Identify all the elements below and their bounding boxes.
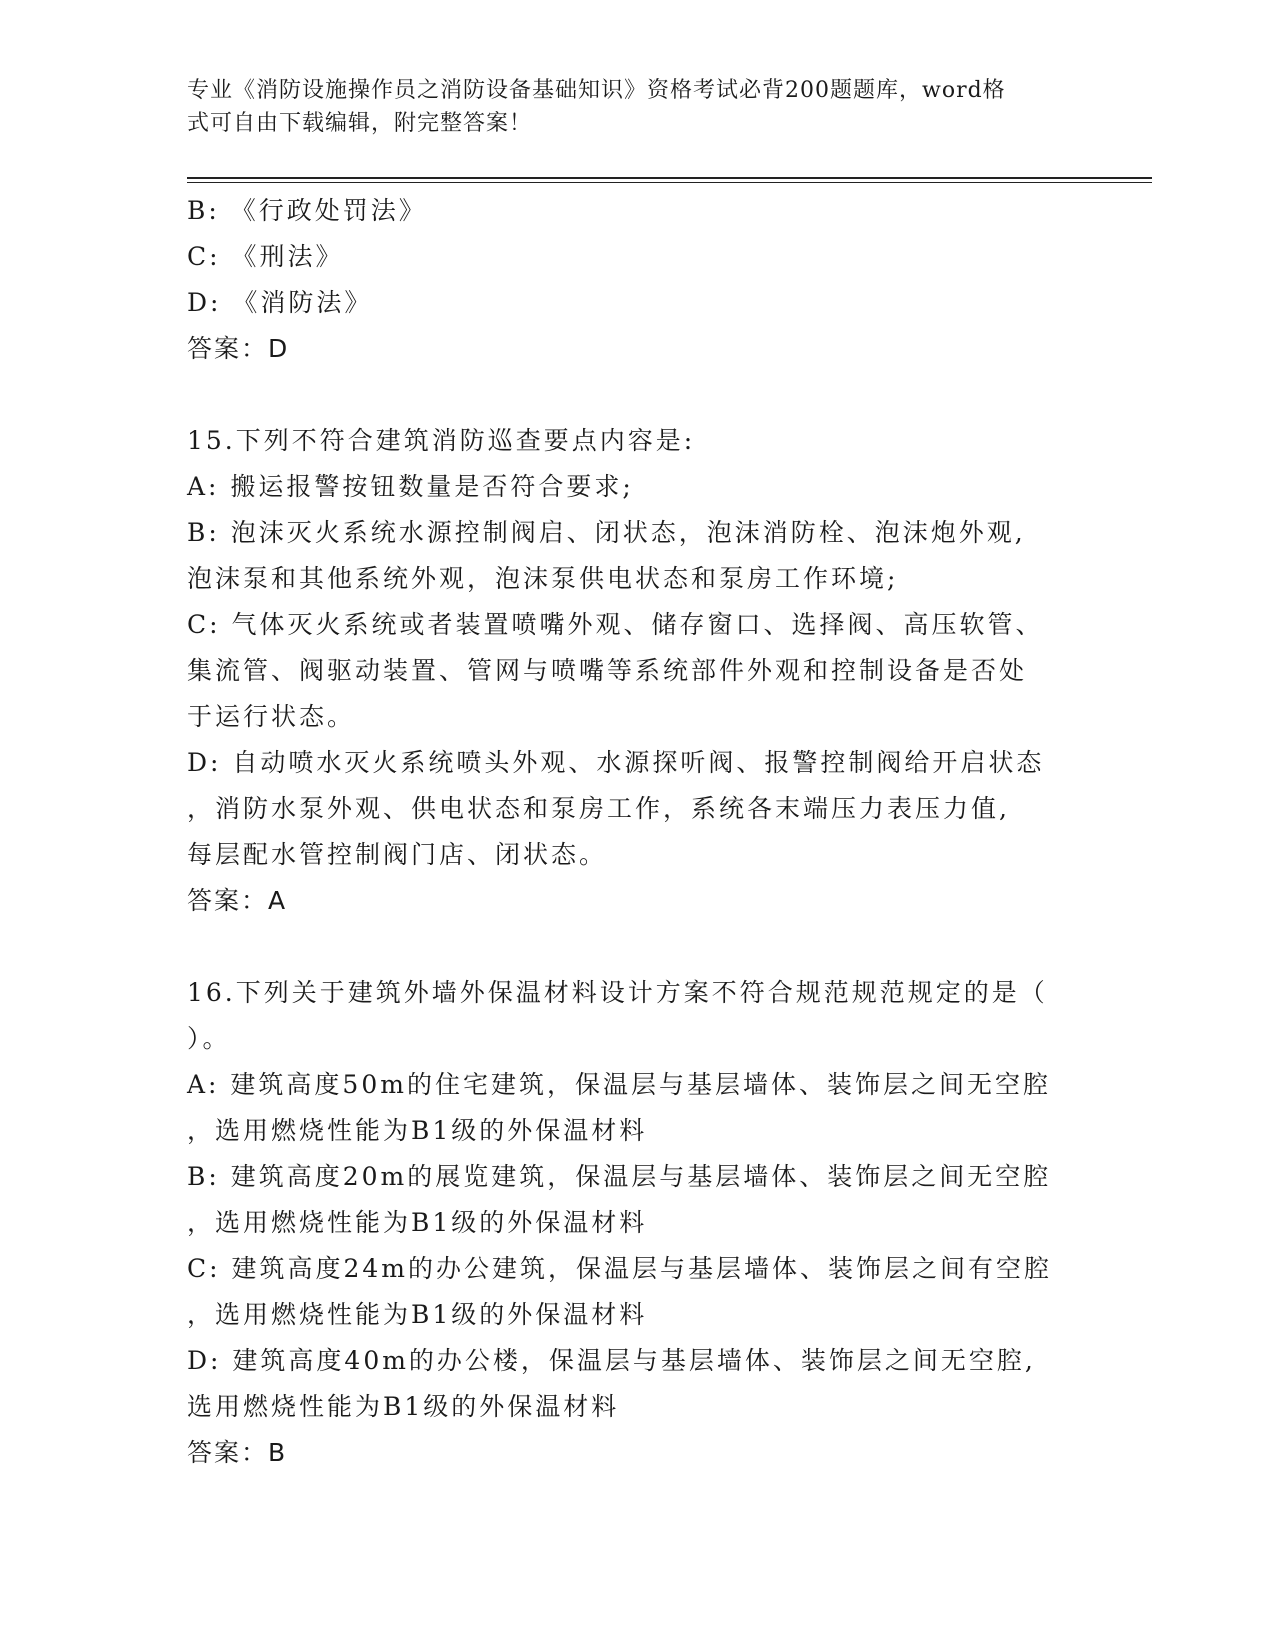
question-14-tail	[187, 188, 1087, 372]
option-b-line-2: ，选用燃烧性能为B1级的外保温材料	[187, 1208, 648, 1237]
question-15	[187, 418, 1087, 924]
answer-line: 答案：A	[187, 886, 288, 915]
question-16	[187, 970, 1087, 1476]
option-d-line-2: ，消防水泵外观、供电状态和泵房工作，系统各末端压力表压力值,	[187, 794, 1010, 823]
option-d-line-3: 每层配水管控制阀门店、闭状态。	[187, 840, 608, 869]
option-b-line-1: B: 泡沫灭火系统水源控制阀启、闭状态，泡沫消防栓、泡沫炮外观,	[187, 518, 1026, 547]
header-line-1: 专业《消防设施操作员之消防设备基础知识》资格考试必背200题题库，word格	[187, 78, 1006, 103]
header-divider	[187, 177, 1152, 183]
option-d: D: 《消防法》	[187, 288, 373, 317]
option-b-line-1: B: 建筑高度20m的展览建筑，保温层与基层墙体、装饰层之间无空腔	[187, 1162, 1052, 1191]
option-c-line-2: 集流管、阀驱动装置、管网与喷嘴等系统部件外观和控制设备是否处	[187, 656, 1028, 685]
option-a: A: 搬运报警按钮数量是否符合要求;	[187, 472, 634, 501]
option-c-line-1: C: 气体灭火系统或者装置喷嘴外观、储存窗口、选择阀、高压软管、	[187, 610, 1044, 639]
option-d-line-1: D: 建筑高度40m的办公楼，保温层与基层墙体、装饰层之间无空腔,	[187, 1346, 1036, 1375]
header-line-2: 式可自由下载编辑，附完整答案！	[187, 111, 533, 136]
option-a-line-1: A: 建筑高度50m的住宅建筑，保温层与基层墙体、装饰层之间无空腔	[187, 1070, 1051, 1099]
question-text: 15.下列不符合建筑消防巡查要点内容是:	[187, 426, 696, 455]
option-b-line-2: 泡沫泵和其他系统外观，泡沫泵供电状态和泵房工作环境;	[187, 564, 899, 593]
document-header	[187, 74, 1067, 140]
option-c-line-2: ，选用燃烧性能为B1级的外保温材料	[187, 1300, 648, 1329]
answer-line: 答案：D	[187, 334, 290, 363]
option-c-line-3: 于运行状态。	[187, 702, 356, 731]
option-d-line-1: D: 自动喷水灭火系统喷头外观、水源探听阀、报警控制阀给开启状态	[187, 748, 1045, 777]
question-text-line-1: 16.下列关于建筑外墙外保温材料设计方案不符合规范规范规定的是（	[187, 978, 1048, 1007]
option-c: C: 《刑法》	[187, 242, 344, 271]
option-d-line-2: 选用燃烧性能为B1级的外保温材料	[187, 1392, 620, 1421]
document-body	[187, 188, 1087, 1476]
option-a-line-2: ，选用燃烧性能为B1级的外保温材料	[187, 1116, 648, 1145]
answer-line: 答案：B	[187, 1438, 288, 1467]
question-text-line-2: ）。	[187, 1024, 231, 1053]
spacer	[187, 372, 1087, 418]
option-b: B: 《行政处罚法》	[187, 196, 427, 225]
option-c-line-1: C: 建筑高度24m的办公建筑，保温层与基层墙体、装饰层之间有空腔	[187, 1254, 1053, 1283]
spacer	[187, 924, 1087, 970]
